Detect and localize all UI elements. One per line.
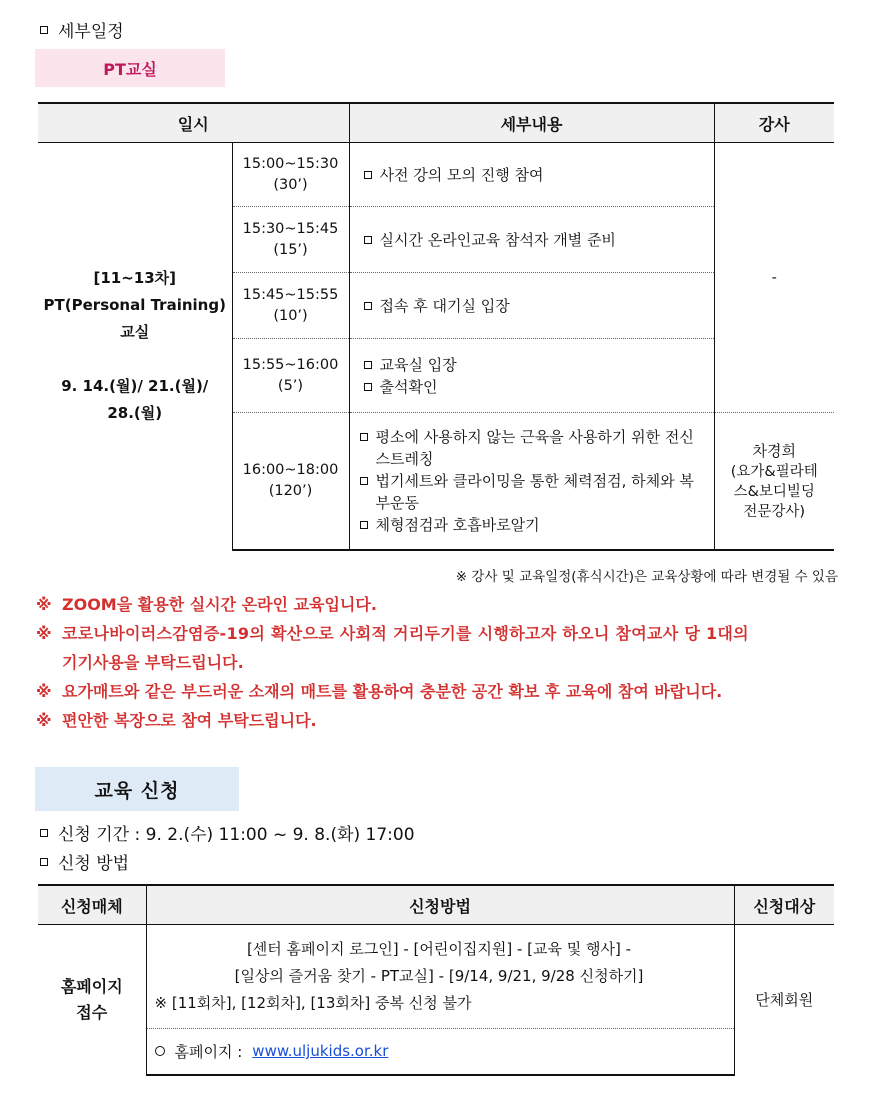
square-bullet-icon — [40, 829, 48, 837]
apply-channel: 홈페이지 접수 — [60, 976, 123, 1022]
detail-cell: 평소에 사용하지 않는 근육을 사용하기 위한 전신스트레칭 법기세트와 클라이밍을 통한 체력점검, 하체와 복부운동 체형점검과 호흡바로알기 — [349, 413, 714, 550]
time-cell: 15:55~16:00 (5’) — [232, 339, 349, 413]
header-target: 신청대상 — [734, 885, 834, 925]
detail-cell: 교육실 입장 출석확인 — [349, 339, 714, 413]
schedule-header-row — [38, 103, 834, 143]
schedule-table — [38, 102, 834, 551]
session-title: PT(Personal Training) — [43, 296, 226, 315]
square-bullet-icon — [360, 521, 368, 529]
notice-item: ※ 코로나바이러스감염증-19의 확산으로 사회적 거리두기를 시행하고자 하오니 참여교사 당 1대의 기기사용을 부탁드립니다. — [36, 624, 749, 672]
apply-period: 신청 기간 : 9. 2.(수) 11:00 ~ 9. 8.(화) 17:00 — [58, 825, 415, 845]
apply-header-row — [38, 885, 834, 925]
square-bullet-icon — [360, 433, 368, 441]
session-dates-cont: 28.(월) — [107, 404, 163, 423]
schedule-change-note: ※ 강사 및 교육일정(휴식시간)은 교육상황에 따라 변경될 수 있음 — [455, 569, 838, 585]
method-line: [일상의 즐거움 찾기 - PT교실] - [9/14, 9/21, 9/28 신청하기] — [234, 967, 644, 985]
header-channel: 신청매체 — [38, 885, 146, 925]
apply-period-line — [40, 820, 415, 845]
homepage-label: 홈페이지 : — [174, 1042, 243, 1061]
detail-schedule-label: 세부일정 — [58, 22, 124, 42]
time-cell: 15:45~15:55 (10’) — [232, 273, 349, 339]
square-bullet-icon — [364, 171, 372, 179]
detail-schedule-heading — [40, 17, 124, 42]
apply-method-cell — [146, 925, 734, 1029]
square-bullet-icon — [364, 361, 372, 369]
method-note: ※ [11회차], [12회차], [13회차] 중복 신청 불가 — [154, 994, 472, 1012]
session-dates: 9. 14.(월)/ 21.(월)/ — [61, 377, 209, 396]
header-instructor: 강사 — [714, 103, 834, 143]
detail-cell: 접속 후 대기실 입장 — [349, 273, 714, 339]
apply-method-row — [38, 925, 834, 1029]
method-line: [센터 홈페이지 로그인] - [어린이집지원] - [교육 및 행사] - — [246, 940, 632, 958]
square-bullet-icon — [364, 383, 372, 391]
session-number: [11~13차] — [93, 269, 177, 288]
square-bullet-icon — [364, 236, 372, 244]
square-bullet-icon — [360, 477, 368, 485]
detail-cell: 사전 강의 모의 진행 참여 — [349, 143, 714, 207]
instructor-dash: - — [714, 143, 834, 413]
square-bullet-icon — [40, 26, 48, 34]
header-method: 신청방법 — [146, 885, 734, 925]
time-cell: 15:00~15:30 (30’) — [232, 143, 349, 207]
apply-table — [38, 884, 834, 1076]
session-info — [38, 143, 232, 550]
apply-method-label: 신청 방법 — [58, 854, 130, 874]
header-datetime: 일시 — [38, 103, 349, 143]
apply-method-line — [40, 849, 129, 874]
apply-section-badge: 교육 신청 — [35, 767, 239, 811]
pt-class-badge: PT교실 — [35, 49, 225, 87]
schedule-row — [38, 143, 834, 207]
square-bullet-icon — [40, 858, 48, 866]
circle-bullet-icon — [155, 1046, 165, 1056]
apply-link-row — [38, 1029, 834, 1075]
detail-cell: 실시간 온라인교육 참석자 개별 준비 — [349, 207, 714, 273]
session-title-suffix: 교실 — [120, 323, 150, 342]
time-cell: 16:00~18:00 (120’) — [232, 413, 349, 550]
instructor-info: 차경희 (요가&필라테 스&보디빌딩 전문강사) — [714, 413, 834, 550]
notice-item: ※ 편안한 복장으로 참여 부탁드립니다. — [36, 711, 317, 730]
time-cell: 15:30~15:45 (15’) — [232, 207, 349, 273]
homepage-cell — [146, 1029, 734, 1075]
square-bullet-icon — [364, 302, 372, 310]
notice-item: ※ ZOOM을 활용한 실시간 온라인 교육입니다. — [36, 595, 377, 614]
notice-list — [36, 590, 841, 735]
header-details: 세부내용 — [349, 103, 714, 143]
notice-item: ※ 요가매트와 같은 부드러운 소재의 매트를 활용하여 충분한 공간 확보 후 교육에 참여 바랍니다. — [36, 682, 723, 701]
apply-target: 단체회원 — [734, 925, 834, 1075]
homepage-link[interactable]: www.uljukids.or.kr — [252, 1042, 389, 1061]
